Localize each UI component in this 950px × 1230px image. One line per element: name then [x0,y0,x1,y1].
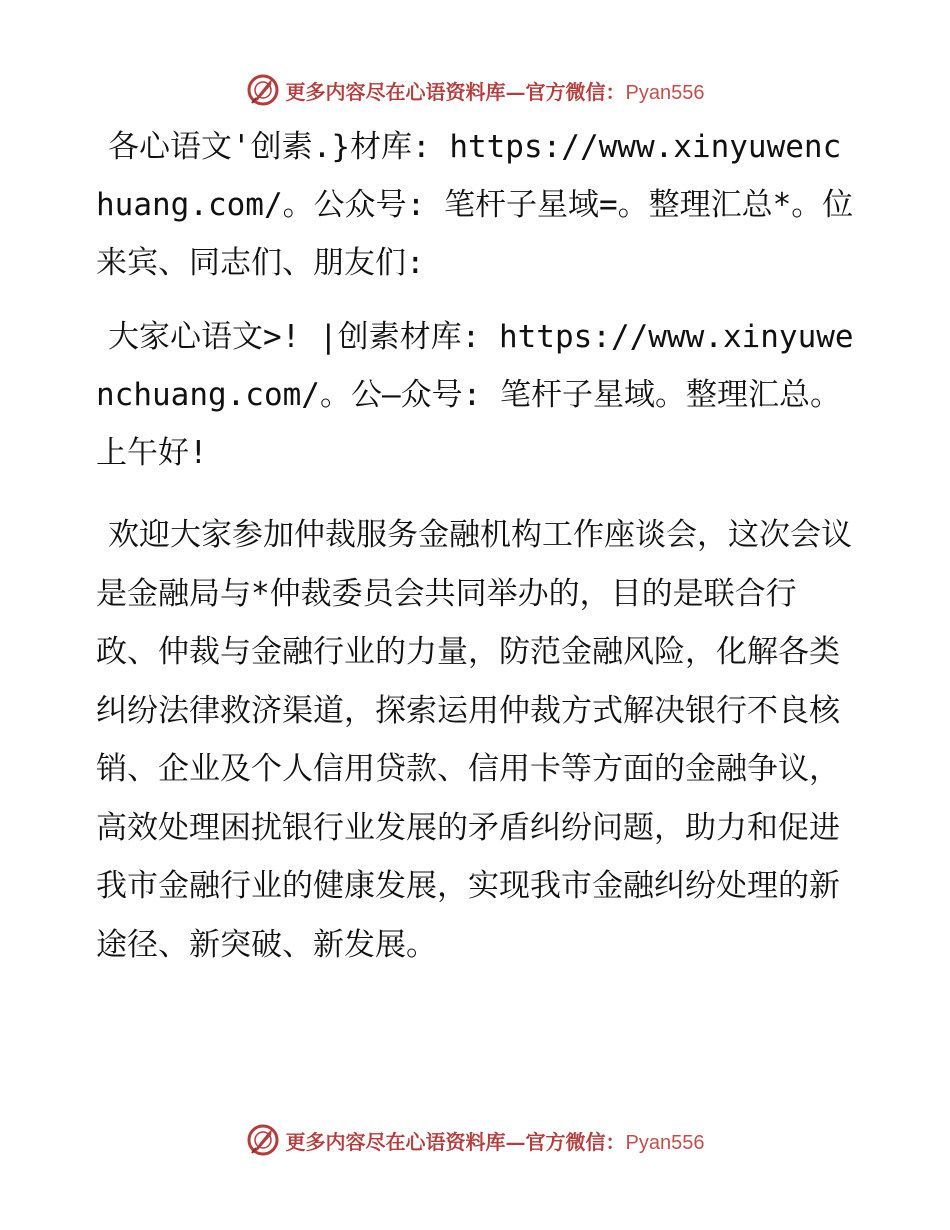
header-banner-inner [246,73,705,107]
header-banner-handle: Pyan556 [625,81,705,104]
header-banner-main: 更多内容尽在心语资料库 [285,79,506,104]
document-body [96,118,856,974]
footer-banner-inner [246,1123,705,1157]
paragraph-welcome: 欢迎大家参加仲裁服务金融机构工作座谈会，这次会议是金融局与*仲裁委员会共同举办的，目的是联合行政、仲裁与金融行业的力量，防范金融风险，化解各类纠纷法律救济渠道，探索运用仲裁方式解决银行不良核销、企业及个人信用贷款、信用卡等方面的金融争议，高效处理困扰银行业发展的矛盾纠纷问题，助力和促进我市金融行业的健康发展，实现我市金融纠纷处理的新途径、新突破、新发展。 [96,517,852,963]
footer-watermark-banner [0,1120,950,1160]
footer-banner-official: 官方微信： [525,1129,626,1154]
footer-banner-text [286,1126,705,1155]
header-banner-dash: — [505,79,526,104]
paragraph-greeting: 各心语文'创素.}材库: https://www.xinyuwenchuang.com/。公众号: 笔杆子星域=。整理汇总*。位来宾、同志们、朋友们: [96,129,854,281]
footer-banner-dash: — [505,1129,526,1154]
header-banner-text [286,76,705,105]
footer-banner-handle: Pyan556 [625,1131,705,1154]
quill-pen-circle-icon [246,73,280,107]
quill-pen-circle-icon [246,1123,280,1157]
header-watermark-banner [0,70,950,110]
header-banner-official: 官方微信： [525,79,626,104]
footer-banner-main: 更多内容尽在心语资料库 [285,1129,506,1154]
paragraph-good-morning: 大家心语文>! |创素材库: https://www.xinyuwenchuang.com/。公—众号: 笔杆子星域。整理汇总。上午好! [96,319,854,471]
